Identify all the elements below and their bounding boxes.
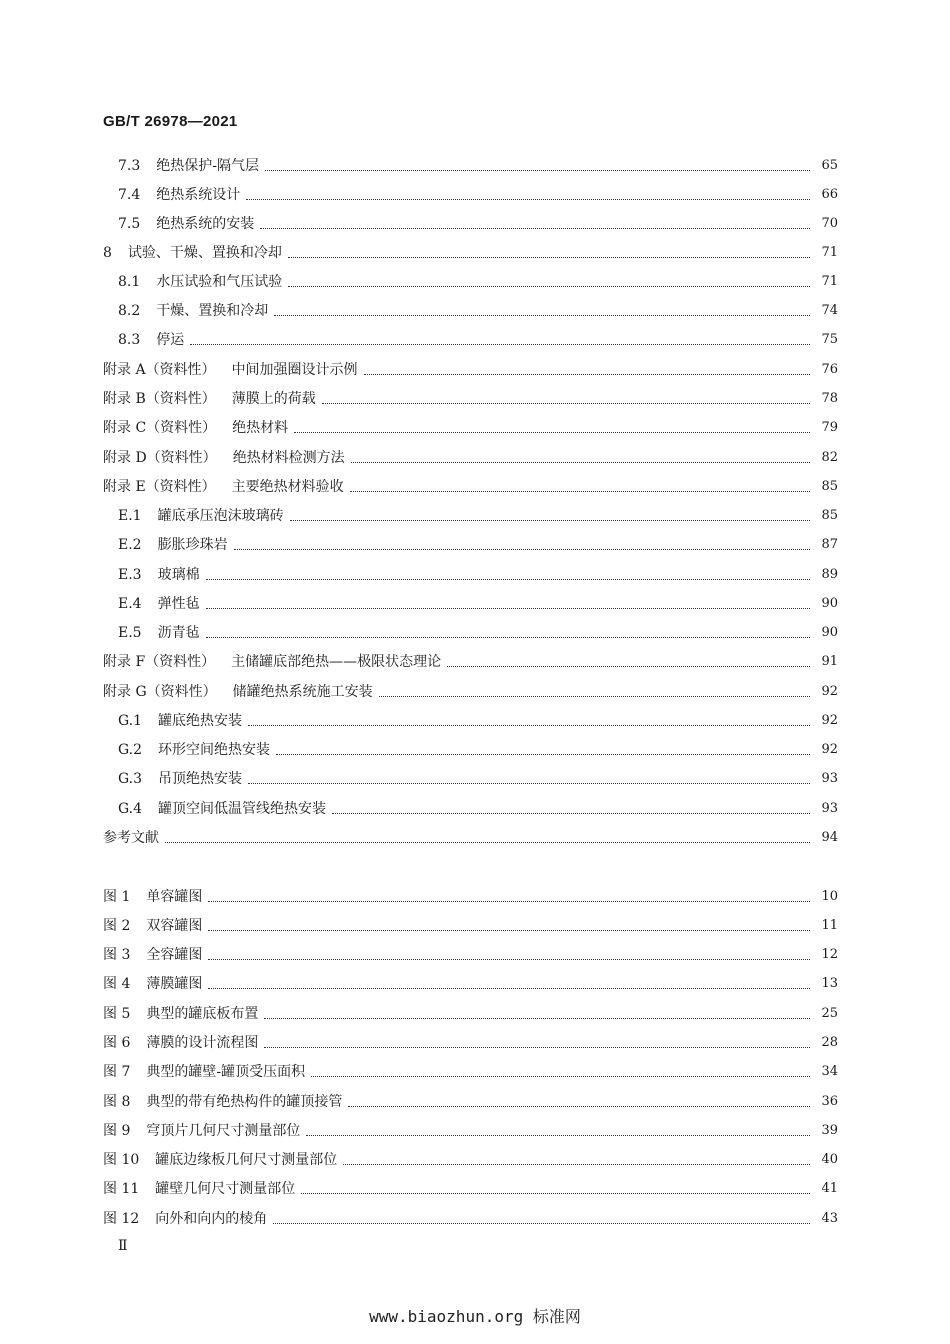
dot-leader: [208, 988, 810, 989]
toc-entry[interactable]: [103, 445, 838, 467]
toc-entry-title: 主要绝热材料验收: [231, 479, 344, 495]
toc-entry[interactable]: [103, 825, 838, 847]
dot-leader: [273, 1223, 810, 1224]
toc-entry-number: G.1: [118, 713, 143, 729]
figure-entry[interactable]: [103, 971, 838, 993]
toc-entry-title: 膨胀珍珠岩: [157, 537, 228, 553]
figure-entry-page: 40: [821, 1152, 838, 1167]
figure-entry-number: 图 3: [103, 947, 131, 963]
dot-leader: [165, 842, 810, 843]
toc-entry-page: 90: [821, 596, 838, 611]
toc-entry[interactable]: [118, 503, 838, 525]
toc-entry[interactable]: [118, 211, 838, 233]
toc-entry-title: 试验、干燥、置换和冷却: [127, 245, 282, 261]
toc-entry-title: 停运: [156, 332, 185, 348]
figure-entry-title: 罐壁几何尺寸测量部位: [155, 1181, 296, 1197]
toc-entry-number: 8.2: [118, 303, 141, 319]
toc-entry-number: E.4: [118, 596, 142, 612]
toc-entry-page: 93: [821, 771, 838, 786]
toc-entry-number: 7.5: [118, 216, 141, 232]
figure-entry-page: 41: [821, 1181, 838, 1196]
toc-entry-number: 附录 C（资料性）: [103, 420, 217, 436]
dot-leader: [311, 1076, 810, 1077]
dot-leader: [274, 315, 810, 316]
toc-entry-title: 干燥、置换和冷却: [156, 303, 269, 319]
toc-entry-page: 89: [821, 567, 838, 582]
toc-entry[interactable]: [118, 532, 838, 554]
toc-entry-title: 玻璃棉: [157, 567, 200, 583]
toc-entry-page: 92: [821, 713, 838, 728]
toc-entry-number: 7.3: [118, 158, 141, 174]
dot-leader: [208, 901, 810, 902]
figure-entry-title: 典型的带有绝热构件的罐顶接管: [146, 1094, 343, 1110]
toc-entry-title: 绝热材料检测方法: [232, 450, 345, 466]
toc-entry-title: 水压试验和气压试验: [156, 274, 283, 290]
toc-entry-page: 75: [821, 332, 838, 347]
toc-entry-number: 附录 F（资料性）: [103, 654, 216, 670]
toc-entry-number: 附录 B（资料性）: [103, 391, 216, 407]
dot-leader: [350, 491, 810, 492]
toc-entry-page: 74: [821, 303, 838, 318]
figure-entry-page: 28: [821, 1035, 838, 1050]
toc-entry-page: 82: [821, 450, 838, 465]
dot-leader: [206, 608, 810, 609]
toc-entry-title: 沥青毡: [157, 625, 200, 641]
toc-entry[interactable]: [118, 708, 838, 730]
figure-entry[interactable]: [103, 1001, 838, 1023]
dot-leader: [306, 1135, 810, 1136]
toc-entry[interactable]: [103, 357, 838, 379]
dot-leader: [264, 1018, 810, 1019]
toc-entry[interactable]: [118, 796, 838, 818]
figure-entry-number: 图 5: [103, 1006, 131, 1022]
toc-entry-page: 78: [821, 391, 838, 406]
toc-entry[interactable]: [118, 591, 838, 613]
figure-entry[interactable]: [103, 1176, 838, 1198]
figure-entry[interactable]: [103, 1147, 838, 1169]
toc-entry-number: E.5: [118, 625, 142, 641]
figure-entry[interactable]: [103, 884, 838, 906]
figure-entry[interactable]: [103, 942, 838, 964]
toc-entry-title: 薄膜上的荷载: [231, 391, 316, 407]
figure-entry-number: 图 4: [103, 976, 131, 992]
toc-entry[interactable]: [118, 298, 838, 320]
toc-entry-number: 附录 D（资料性）: [103, 450, 217, 466]
toc-entry[interactable]: [103, 649, 838, 671]
toc-entry-page: 65: [821, 158, 838, 173]
toc-entry-number: G.4: [118, 801, 143, 817]
figure-entry-number: 图 6: [103, 1035, 131, 1051]
figure-entry-number: 图 8: [103, 1094, 131, 1110]
figure-entry-title: 典型的罐底板布置: [146, 1006, 259, 1022]
figure-entry-page: 13: [821, 976, 838, 991]
toc-entry[interactable]: [103, 415, 838, 437]
toc-entry-number: 附录 A（资料性）: [103, 362, 216, 378]
figure-entry-number: 图 10: [103, 1152, 140, 1168]
toc-entry[interactable]: [118, 327, 838, 349]
toc-entry-page: 85: [821, 508, 838, 523]
dot-leader: [264, 1047, 810, 1048]
toc-entry-title: 绝热材料: [232, 420, 289, 436]
toc-entry-title: 罐底绝热安装: [158, 713, 243, 729]
figure-entry-title: 典型的罐壁-罐顶受压面积: [146, 1064, 306, 1080]
figure-entry-number: 图 1: [103, 889, 131, 905]
toc-entry-title: 弹性毡: [157, 596, 200, 612]
figure-entry-number: 图 7: [103, 1064, 131, 1080]
figure-entry[interactable]: [103, 1089, 838, 1111]
dot-leader: [322, 403, 810, 404]
dot-leader: [364, 374, 810, 375]
toc-entry-number: E.1: [118, 508, 142, 524]
toc-entry-page: 71: [821, 245, 838, 260]
figure-entry-number: 图 2: [103, 918, 131, 934]
dot-leader: [343, 1164, 810, 1165]
toc-entry-page: 93: [821, 801, 838, 816]
toc-entry-number: 8: [103, 245, 112, 261]
toc-entry-page: 66: [821, 187, 838, 202]
toc-entry-number: E.3: [118, 567, 142, 583]
toc-entry-page: 85: [821, 479, 838, 494]
dot-leader: [260, 228, 810, 229]
toc-entry-number: 8.3: [118, 332, 141, 348]
figure-entry-page: 39: [821, 1123, 838, 1138]
figure-entry-title: 薄膜罐图: [146, 976, 203, 992]
dot-leader: [206, 637, 810, 638]
toc-entry-page: 70: [821, 216, 838, 231]
figure-entry[interactable]: [103, 913, 838, 935]
toc-entry-number: 7.4: [118, 187, 141, 203]
toc-entry-title: 参考文献: [103, 830, 159, 846]
figure-entry-title: 向外和向内的棱角: [155, 1211, 268, 1227]
document-code-header: GB/T 26978—2021: [103, 113, 238, 130]
toc-entry-title: 罐底承压泡沫玻璃砖: [157, 508, 284, 524]
dot-leader: [248, 725, 810, 726]
dot-leader: [351, 462, 810, 463]
page-number: Ⅱ: [118, 1238, 128, 1254]
figure-entry-title: 单容罐图: [146, 889, 203, 905]
dot-leader: [290, 520, 810, 521]
dot-leader: [246, 199, 810, 200]
toc-entry-number: 附录 E（资料性）: [103, 479, 216, 495]
dot-leader: [348, 1106, 810, 1107]
toc-entry[interactable]: [118, 269, 838, 291]
toc-entry[interactable]: [118, 153, 838, 175]
toc-entry-title: 吊顶绝热安装: [158, 771, 243, 787]
dot-leader: [208, 959, 810, 960]
dot-leader: [332, 813, 810, 814]
dot-leader: [294, 432, 810, 433]
toc-entry-title: 储罐绝热系统施工安装: [232, 684, 373, 700]
toc-entry-title: 中间加强圈设计示例: [231, 362, 358, 378]
figure-entry-title: 罐底边缘板几何尺寸测量部位: [155, 1152, 338, 1168]
figure-entry-title: 全容罐图: [146, 947, 203, 963]
figure-entry[interactable]: [103, 1059, 838, 1081]
toc-entry-page: 79: [821, 420, 838, 435]
dot-leader: [208, 930, 810, 931]
toc-entry-page: 92: [821, 684, 838, 699]
figure-entry-page: 25: [821, 1006, 838, 1021]
dot-leader: [447, 666, 810, 667]
dot-leader: [288, 286, 810, 287]
dot-leader: [206, 579, 810, 580]
toc-entry-number: 8.1: [118, 274, 141, 290]
figure-entry-number: 图 12: [103, 1211, 140, 1227]
figure-entry[interactable]: [103, 1030, 838, 1052]
figure-entry[interactable]: [103, 1206, 838, 1228]
dot-leader: [276, 754, 810, 755]
figure-entry-page: 34: [821, 1064, 838, 1079]
toc-entry-page: 92: [821, 742, 838, 757]
figure-entry-title: 薄膜的设计流程图: [146, 1035, 259, 1051]
figure-entry-page: 11: [821, 918, 838, 933]
toc-entry-number: G.2: [118, 742, 143, 758]
toc-entry-page: 90: [821, 625, 838, 640]
toc-entry[interactable]: [118, 182, 838, 204]
figure-entry-title: 穹顶片几何尺寸测量部位: [146, 1123, 301, 1139]
toc-entry-page: 87: [821, 537, 838, 552]
figure-entry-page: 10: [821, 889, 838, 904]
footer-watermark[interactable]: www.biaozhun.org 标准网: [369, 1307, 581, 1326]
toc-entry[interactable]: [118, 766, 838, 788]
figure-entry-page: 12: [821, 947, 838, 962]
toc-entry[interactable]: [118, 620, 838, 642]
toc-entry-title: 绝热系统设计: [156, 187, 241, 203]
toc-entry[interactable]: [118, 737, 838, 759]
dot-leader: [234, 549, 810, 550]
dot-leader: [301, 1193, 810, 1194]
toc-entry-page: 91: [821, 654, 838, 669]
toc-entry-title: 主储罐底部绝热——极限状态理论: [231, 654, 442, 670]
figure-entry-number: 图 9: [103, 1123, 131, 1139]
figure-entry-page: 36: [821, 1094, 838, 1109]
dot-leader: [190, 344, 810, 345]
figure-entry-page: 43: [821, 1211, 838, 1226]
toc-entry-title: 环形空间绝热安装: [158, 742, 271, 758]
toc-entry[interactable]: [103, 679, 838, 701]
toc-entry-number: G.3: [118, 771, 143, 787]
toc-entry[interactable]: [103, 240, 838, 262]
toc-entry-title: 绝热保护-隔气层: [156, 158, 259, 174]
dot-leader: [265, 170, 810, 171]
toc-entry[interactable]: [118, 562, 838, 584]
toc-entry[interactable]: [103, 386, 838, 408]
toc-entry-page: 71: [821, 274, 838, 289]
dot-leader: [288, 257, 810, 258]
figure-entry[interactable]: [103, 1118, 838, 1140]
toc-entry-title: 罐顶空间低温管线绝热安装: [158, 801, 327, 817]
toc-entry[interactable]: [103, 474, 838, 496]
toc-entry-page: 94: [821, 830, 838, 845]
dot-leader: [248, 783, 810, 784]
dot-leader: [379, 696, 810, 697]
toc-entry-title: 绝热系统的安装: [156, 216, 255, 232]
figure-entry-title: 双容罐图: [146, 918, 203, 934]
toc-entry-page: 76: [821, 362, 838, 377]
toc-entry-number: E.2: [118, 537, 142, 553]
figure-entry-number: 图 11: [103, 1181, 140, 1197]
toc-entry-number: 附录 G（资料性）: [103, 684, 217, 700]
